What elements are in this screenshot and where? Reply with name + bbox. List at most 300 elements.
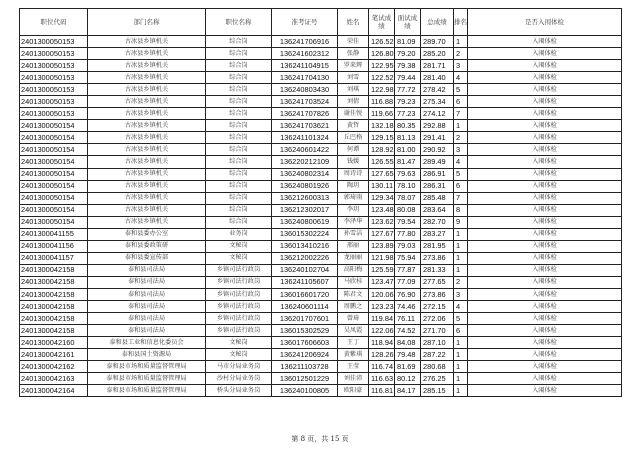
department-cell: 古冰县乡镇机关: [88, 156, 206, 168]
position-code-cell: 2401300050154: [20, 180, 88, 192]
ticket-cell: 136240803430: [272, 84, 338, 96]
written-score-cell: 126.55: [369, 156, 395, 168]
interview-score-cell: 81.47: [395, 156, 421, 168]
department-cell: 泰和县市场和质量监督管理局: [88, 373, 206, 385]
name-cell: 龙丽丽: [338, 252, 369, 264]
department-cell: 泰和县工业和信息化委员会: [88, 337, 206, 349]
department-cell: 泰和县市场和质量监督管理局: [88, 361, 206, 373]
total-score-cell: 290.92: [421, 144, 454, 156]
ticket-cell: 136241105607: [272, 276, 338, 288]
department-cell: 古冰县乡镇机关: [88, 192, 206, 204]
department-cell: 泰和县司法局: [88, 313, 206, 325]
written-score-cell: 116.74: [369, 361, 395, 373]
ticket-cell: 136220212109: [272, 156, 338, 168]
interview-score-cell: 81.09: [395, 36, 421, 48]
department-cell: 泰和县委政策研: [88, 240, 206, 252]
written-score-cell: 126.80: [369, 48, 395, 60]
department-cell: 古冰县乡镇机关: [88, 72, 206, 84]
ticket-cell: 136016601720: [272, 288, 338, 300]
position-name-cell: 综合岗: [206, 96, 272, 108]
results-sheet: [19, 8, 621, 397]
written-score-cell: 130.11: [369, 180, 395, 192]
total-score-cell: 283.27: [421, 228, 454, 240]
col-header-position-code: 职位代码: [20, 9, 88, 36]
position-code-cell: 2401300042158: [20, 288, 88, 300]
ticket-cell: 136240601114: [272, 301, 338, 313]
position-code-cell: 2401300050153: [20, 36, 88, 48]
interview-score-cell: 79.20: [395, 48, 421, 60]
rank-cell: 4: [454, 301, 468, 313]
position-code-cell: 2401300041155: [20, 228, 88, 240]
interview-score-cell: 79.54: [395, 216, 421, 228]
position-name-cell: 桥头分局业务岗: [206, 385, 272, 397]
ticket-cell: 136240100805: [272, 385, 338, 397]
position-code-cell: 2401300042163: [20, 373, 88, 385]
physical-exam-cell: 入闱体检: [468, 385, 622, 397]
table-header-row: [20, 9, 622, 36]
table-row: [20, 156, 622, 168]
physical-exam-cell: 入闱体检: [468, 216, 622, 228]
physical-exam-cell: 入闱体检: [468, 325, 622, 337]
interview-score-cell: 79.63: [395, 168, 421, 180]
written-score-cell: 121.98: [369, 252, 395, 264]
total-score-cell: 287.10: [421, 337, 454, 349]
name-cell: 丘巴格: [338, 132, 369, 144]
department-cell: 泰和县国土资源局: [88, 349, 206, 361]
position-code-cell: 2401300050154: [20, 144, 88, 156]
position-code-cell: 2401300050154: [20, 132, 88, 144]
rank-cell: 2: [454, 48, 468, 60]
physical-exam-cell: 入闱体检: [468, 264, 622, 276]
ticket-cell: 136241104915: [272, 60, 338, 72]
name-cell: 孙雪洁: [338, 228, 369, 240]
ticket-cell: 136013410216: [272, 240, 338, 252]
total-score-cell: 273.86: [421, 288, 454, 300]
interview-score-cell: 79.44: [395, 72, 421, 84]
ticket-cell: 136241707826: [272, 108, 338, 120]
written-score-cell: 123.47: [369, 276, 395, 288]
name-cell: 黄紫琪: [338, 349, 369, 361]
results-table: [19, 8, 622, 397]
name-cell: 钱媛: [338, 156, 369, 168]
interview-score-cell: 79.23: [395, 96, 421, 108]
total-score-cell: 281.71: [421, 60, 454, 72]
table-row: [20, 96, 622, 108]
rank-cell: 3: [454, 60, 468, 72]
written-score-cell: 129.15: [369, 132, 395, 144]
total-score-cell: 273.86: [421, 252, 454, 264]
position-code-cell: 2401300050153: [20, 72, 88, 84]
position-name-cell: 综合岗: [206, 204, 272, 216]
total-score-cell: 289.70: [421, 36, 454, 48]
physical-exam-cell: 入闱体检: [468, 120, 622, 132]
rank-cell: 1: [454, 252, 468, 264]
position-code-cell: 2401300050153: [20, 84, 88, 96]
total-score-cell: 291.41: [421, 132, 454, 144]
written-score-cell: 125.59: [369, 264, 395, 276]
position-code-cell: 2401300042158: [20, 325, 88, 337]
table-row: [20, 385, 622, 397]
name-cell: 马欣桂: [338, 276, 369, 288]
position-name-cell: 乡镇司法行政岗: [206, 276, 272, 288]
position-name-cell: 文秘岗: [206, 337, 272, 349]
position-name-cell: 文秘岗: [206, 349, 272, 361]
written-score-cell: 122.98: [369, 84, 395, 96]
position-code-cell: 2401300050153: [20, 96, 88, 108]
position-code-cell: 2401300042158: [20, 313, 88, 325]
interview-score-cell: 80.08: [395, 204, 421, 216]
position-name-cell: 业务岗: [206, 228, 272, 240]
table-row: [20, 337, 622, 349]
department-cell: 古冰县乡镇机关: [88, 48, 206, 60]
ticket-cell: 136241706916: [272, 36, 338, 48]
position-name-cell: 乡镇司法行政岗: [206, 288, 272, 300]
physical-exam-cell: 入闱体检: [468, 60, 622, 72]
table-row: [20, 240, 622, 252]
rank-cell: 3: [454, 144, 468, 156]
table-row: [20, 72, 622, 84]
position-name-cell: 综合岗: [206, 60, 272, 72]
name-cell: 刘琪: [338, 84, 369, 96]
physical-exam-cell: 入闱体检: [468, 228, 622, 240]
col-header-rank: 排名: [454, 9, 468, 36]
table-row: [20, 48, 622, 60]
ticket-cell: 136240802314: [272, 168, 338, 180]
physical-exam-cell: 入闱体检: [468, 156, 622, 168]
position-name-cell: 综合岗: [206, 180, 272, 192]
ticket-cell: 136212302017: [272, 204, 338, 216]
rank-cell: 2: [454, 132, 468, 144]
total-score-cell: 286.91: [421, 168, 454, 180]
written-score-cell: 126.52: [369, 36, 395, 48]
physical-exam-cell: 入闱体检: [468, 72, 622, 84]
department-cell: 泰和县司法局: [88, 325, 206, 337]
interview-score-cell: 79.38: [395, 60, 421, 72]
written-score-cell: 118.94: [369, 337, 395, 349]
name-cell: 王丁: [338, 337, 369, 349]
position-name-cell: 综合岗: [206, 168, 272, 180]
rank-cell: 7: [454, 192, 468, 204]
interview-score-cell: 77.80: [395, 228, 421, 240]
ticket-cell: 136211103728: [272, 361, 338, 373]
position-name-cell: 乡镇司法行政岗: [206, 313, 272, 325]
table-body: [20, 36, 622, 397]
rank-cell: 5: [454, 313, 468, 325]
interview-score-cell: 84.08: [395, 337, 421, 349]
name-cell: 邢丽: [338, 240, 369, 252]
position-code-cell: 2401300050154: [20, 120, 88, 132]
position-name-cell: 综合岗: [206, 192, 272, 204]
ticket-cell: 136240601422: [272, 144, 338, 156]
written-score-cell: 119.84: [369, 313, 395, 325]
rank-cell: 6: [454, 180, 468, 192]
physical-exam-cell: 入闱体检: [468, 313, 622, 325]
total-score-cell: 283.64: [421, 204, 454, 216]
rank-cell: 1: [454, 349, 468, 361]
total-score-cell: 285.48: [421, 192, 454, 204]
department-cell: 泰和县司法局: [88, 276, 206, 288]
department-cell: 古冰县乡镇机关: [88, 132, 206, 144]
position-name-cell: 综合岗: [206, 72, 272, 84]
total-score-cell: 276.25: [421, 373, 454, 385]
ticket-cell: 136241101324: [272, 132, 338, 144]
rank-cell: 2: [454, 276, 468, 288]
total-score-cell: 292.88: [421, 120, 454, 132]
table-row: [20, 180, 622, 192]
department-cell: 古冰县乡镇机关: [88, 144, 206, 156]
written-score-cell: 119.66: [369, 108, 395, 120]
ticket-cell: 136240801926: [272, 180, 338, 192]
interview-score-cell: 74.46: [395, 301, 421, 313]
interview-score-cell: 77.72: [395, 84, 421, 96]
rank-cell: 1: [454, 361, 468, 373]
physical-exam-cell: 入闱体检: [468, 192, 622, 204]
rank-cell: 1: [454, 373, 468, 385]
name-cell: 罗来辉: [338, 60, 369, 72]
department-cell: 泰和县司法局: [88, 264, 206, 276]
interview-score-cell: 77.87: [395, 264, 421, 276]
ticket-cell: 136212600313: [272, 192, 338, 204]
physical-exam-cell: 入闱体检: [468, 180, 622, 192]
department-cell: 古冰县乡镇机关: [88, 108, 206, 120]
ticket-cell: 136015302224: [272, 228, 338, 240]
interview-score-cell: 78.10: [395, 180, 421, 192]
table-row: [20, 349, 622, 361]
total-score-cell: 272.06: [421, 313, 454, 325]
department-cell: 泰和县委办公室: [88, 228, 206, 240]
table-row: [20, 132, 622, 144]
position-name-cell: 综合岗: [206, 144, 272, 156]
rank-cell: 6: [454, 96, 468, 108]
total-score-cell: 271.70: [421, 325, 454, 337]
interview-score-cell: 76.11: [395, 313, 421, 325]
physical-exam-cell: 入闱体检: [468, 108, 622, 120]
written-score-cell: 127.67: [369, 228, 395, 240]
rank-cell: 4: [454, 156, 468, 168]
ticket-cell: 136241703621: [272, 120, 338, 132]
name-cell: 何谭: [338, 144, 369, 156]
name-cell: 陈君文: [338, 288, 369, 300]
rank-cell: 7: [454, 108, 468, 120]
department-cell: 古冰县乡镇机关: [88, 180, 206, 192]
table-row: [20, 204, 622, 216]
name-cell: 吴凤霞: [338, 325, 369, 337]
written-score-cell: 123.23: [369, 301, 395, 313]
rank-cell: 1: [454, 264, 468, 276]
table-row: [20, 264, 622, 276]
written-score-cell: 123.48: [369, 204, 395, 216]
physical-exam-cell: 入闱体检: [468, 96, 622, 108]
total-score-cell: 289.49: [421, 156, 454, 168]
position-name-cell: 综合岗: [206, 48, 272, 60]
table-row: [20, 84, 622, 96]
position-name-cell: 文秘岗: [206, 240, 272, 252]
written-score-cell: 122.06: [369, 325, 395, 337]
department-cell: 古冰县乡镇机关: [88, 204, 206, 216]
table-row: [20, 373, 622, 385]
rank-cell: 1: [454, 385, 468, 397]
table-row: [20, 168, 622, 180]
table-row: [20, 108, 622, 120]
rank-cell: 1: [454, 240, 468, 252]
physical-exam-cell: 入闱体检: [468, 84, 622, 96]
ticket-cell: 136015302529: [272, 325, 338, 337]
name-cell: 张静: [338, 48, 369, 60]
name-cell: 刘倩: [338, 96, 369, 108]
physical-exam-cell: 入闱体检: [468, 337, 622, 349]
position-name-cell: 综合岗: [206, 84, 272, 96]
position-name-cell: 乡镇司法行政岗: [206, 325, 272, 337]
department-cell: 古冰县乡镇机关: [88, 84, 206, 96]
page-footer: 第 8 页，共 15 页: [291, 435, 349, 443]
position-code-cell: 2401300042162: [20, 361, 88, 373]
name-cell: 周鹏之: [338, 301, 369, 313]
total-score-cell: 274.12: [421, 108, 454, 120]
position-name-cell: 综合岗: [206, 216, 272, 228]
ticket-cell: 136212002226: [272, 252, 338, 264]
rank-cell: 1: [454, 120, 468, 132]
interview-score-cell: 77.09: [395, 276, 421, 288]
written-score-cell: 127.65: [369, 168, 395, 180]
name-cell: 李泽华: [338, 216, 369, 228]
name-cell: 谢佳悦: [338, 108, 369, 120]
table-row: [20, 228, 622, 240]
col-header-physical-exam: 是否入闱体检: [468, 9, 622, 36]
position-code-cell: 2401300042164: [20, 385, 88, 397]
table-row: [20, 252, 622, 264]
name-cell: 曾琦: [338, 313, 369, 325]
written-score-cell: 123.89: [369, 240, 395, 252]
department-cell: 古冰县乡镇机关: [88, 216, 206, 228]
department-cell: 古冰县乡镇机关: [88, 60, 206, 72]
position-code-cell: 2401300042158: [20, 264, 88, 276]
ticket-cell: 136201707601: [272, 313, 338, 325]
name-cell: 黄哲: [338, 120, 369, 132]
written-score-cell: 123.62: [369, 216, 395, 228]
written-score-cell: 122.52: [369, 72, 395, 84]
rank-cell: 6: [454, 325, 468, 337]
position-name-cell: 综合岗: [206, 36, 272, 48]
rank-cell: 3: [454, 288, 468, 300]
table-row: [20, 216, 622, 228]
position-code-cell: 2401300050154: [20, 204, 88, 216]
ticket-cell: 136017606603: [272, 337, 338, 349]
department-cell: 泰和县司法局: [88, 288, 206, 300]
col-header-total-score: 总成绩: [421, 9, 454, 36]
total-score-cell: 278.42: [421, 84, 454, 96]
total-score-cell: 287.22: [421, 349, 454, 361]
total-score-cell: 282.70: [421, 216, 454, 228]
position-code-cell: 2401300042161: [20, 349, 88, 361]
col-header-ticket: 准考证号: [272, 9, 338, 36]
ticket-cell: 136012501229: [272, 373, 338, 385]
position-name-cell: 乡镇司法行政岗: [206, 301, 272, 313]
department-cell: 泰和县委宣传部: [88, 252, 206, 264]
physical-exam-cell: 入闱体检: [468, 349, 622, 361]
physical-exam-cell: 入闱体检: [468, 252, 622, 264]
name-cell: 欧阳豪: [338, 385, 369, 397]
physical-exam-cell: 入闱体检: [468, 288, 622, 300]
total-score-cell: 281.95: [421, 240, 454, 252]
table-row: [20, 60, 622, 72]
total-score-cell: 286.31: [421, 180, 454, 192]
rank-cell: 8: [454, 204, 468, 216]
physical-exam-cell: 入闱体检: [468, 168, 622, 180]
ticket-cell: 136241206924: [272, 349, 338, 361]
interview-score-cell: 77.23: [395, 108, 421, 120]
col-header-interview-score: 面试成绩: [395, 9, 421, 36]
position-code-cell: 2401300050154: [20, 156, 88, 168]
table-row: [20, 301, 622, 313]
ticket-cell: 136240800619: [272, 216, 338, 228]
department-cell: 古冰县乡镇机关: [88, 120, 206, 132]
position-code-cell: 2401300042160: [20, 337, 88, 349]
total-score-cell: 277.65: [421, 276, 454, 288]
col-header-written-score: 笔试成绩: [369, 9, 395, 36]
physical-exam-cell: 入闱体检: [468, 36, 622, 48]
name-cell: 刘佳沛: [338, 373, 369, 385]
rank-cell: 5: [454, 168, 468, 180]
interview-score-cell: 74.52: [395, 325, 421, 337]
total-score-cell: 275.34: [421, 96, 454, 108]
rank-cell: 5: [454, 84, 468, 96]
rank-cell: 1: [454, 228, 468, 240]
total-score-cell: 280.68: [421, 361, 454, 373]
interview-score-cell: 75.94: [395, 252, 421, 264]
written-score-cell: 132.18: [369, 120, 395, 132]
col-header-position-name: 职位名称: [206, 9, 272, 36]
table-row: [20, 144, 622, 156]
table-row: [20, 276, 622, 288]
interview-score-cell: 76.90: [395, 288, 421, 300]
rank-cell: 4: [454, 72, 468, 84]
ticket-cell: 136241704130: [272, 72, 338, 84]
written-score-cell: 129.34: [369, 192, 395, 204]
department-cell: 泰和县司法局: [88, 301, 206, 313]
position-code-cell: 2401300050154: [20, 216, 88, 228]
interview-score-cell: 78.07: [395, 192, 421, 204]
col-header-department: 部门名称: [88, 9, 206, 36]
position-code-cell: 2401300050153: [20, 60, 88, 72]
table-row: [20, 36, 622, 48]
rank-cell: 9: [454, 216, 468, 228]
total-score-cell: 285.15: [421, 385, 454, 397]
position-name-cell: 综合岗: [206, 132, 272, 144]
position-code-cell: 2401300042158: [20, 301, 88, 313]
table-row: [20, 120, 622, 132]
physical-exam-cell: 入闱体检: [468, 373, 622, 385]
name-cell: 高阳梅: [338, 264, 369, 276]
interview-score-cell: 81.00: [395, 144, 421, 156]
physical-exam-cell: 入闱体检: [468, 48, 622, 60]
physical-exam-cell: 入闱体检: [468, 240, 622, 252]
name-cell: 荣佳: [338, 36, 369, 48]
position-name-cell: 马市分局业务岗: [206, 361, 272, 373]
position-name-cell: 综合岗: [206, 108, 272, 120]
interview-score-cell: 81.69: [395, 361, 421, 373]
total-score-cell: 281.33: [421, 264, 454, 276]
rank-cell: 1: [454, 337, 468, 349]
physical-exam-cell: 入闱体检: [468, 276, 622, 288]
position-code-cell: 2401300050153: [20, 48, 88, 60]
physical-exam-cell: 入闱体检: [468, 144, 622, 156]
table-row: [20, 288, 622, 300]
table-row: [20, 313, 622, 325]
department-cell: 古冰县乡镇机关: [88, 96, 206, 108]
interview-score-cell: 80.12: [395, 373, 421, 385]
written-score-cell: 120.06: [369, 288, 395, 300]
written-score-cell: 122.95: [369, 60, 395, 72]
